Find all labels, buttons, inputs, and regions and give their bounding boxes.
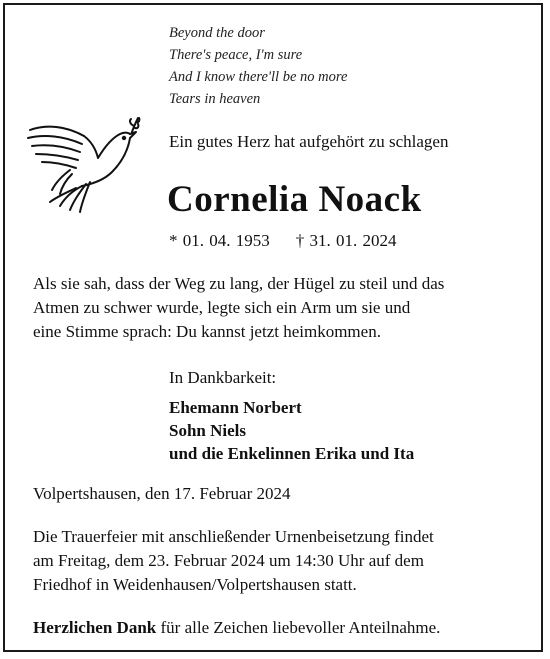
funeral-line: am Freitag, dem 23. Februar 2024 um 14:30 Uhr auf dem xyxy=(33,551,424,570)
family-list xyxy=(169,396,414,465)
dove-icon xyxy=(26,114,142,214)
verse-paragraph xyxy=(33,272,444,344)
poem-line: Tears in heaven xyxy=(169,91,261,107)
poem-line: There's peace, I'm sure xyxy=(169,47,303,63)
verse-line: eine Stimme sprach: Du kannst jetzt heimkommen. xyxy=(33,322,381,341)
verse-line: Atmen zu schwer wurde, legte sich ein Arm um sie und xyxy=(33,298,411,317)
deceased-name: Cornelia Noack xyxy=(167,179,422,220)
family-member: Sohn Niels xyxy=(169,421,246,440)
closing-bold: Herzlichen Dank xyxy=(33,618,157,637)
closing-rest: für alle Zeichen liebevoller Anteilnahme. xyxy=(156,618,441,637)
birth-date: * 01. 04. 1953 xyxy=(169,231,270,250)
gratitude-intro: In Dankbarkeit: xyxy=(169,368,277,387)
poem-quote xyxy=(169,22,347,110)
closing-thanks xyxy=(33,618,440,638)
funeral-line: Friedhof in Weidenhausen/Volpertshausen statt. xyxy=(33,575,357,594)
intro-line: Ein gutes Herz hat aufgehört zu schlagen xyxy=(169,132,449,151)
poem-line: And I know there'll be no more xyxy=(169,69,348,85)
family-member: Ehemann Norbert xyxy=(169,398,302,417)
poem-line: Beyond the door xyxy=(169,25,265,41)
place-date xyxy=(33,482,290,506)
funeral-line: Die Trauerfeier mit anschließender Urnenbeisetzung findet xyxy=(33,527,434,546)
life-dates xyxy=(169,231,397,251)
death-date: † 31. 01. 2024 xyxy=(295,231,397,250)
funeral-info xyxy=(33,525,434,597)
verse-line: Als sie sah, dass der Weg zu lang, der Hügel zu steil und das xyxy=(33,274,445,293)
place-date-line: Volpertshausen, den 17. Februar 2024 xyxy=(33,484,291,503)
family-member: und die Enkelinnen Erika und Ita xyxy=(169,444,415,463)
